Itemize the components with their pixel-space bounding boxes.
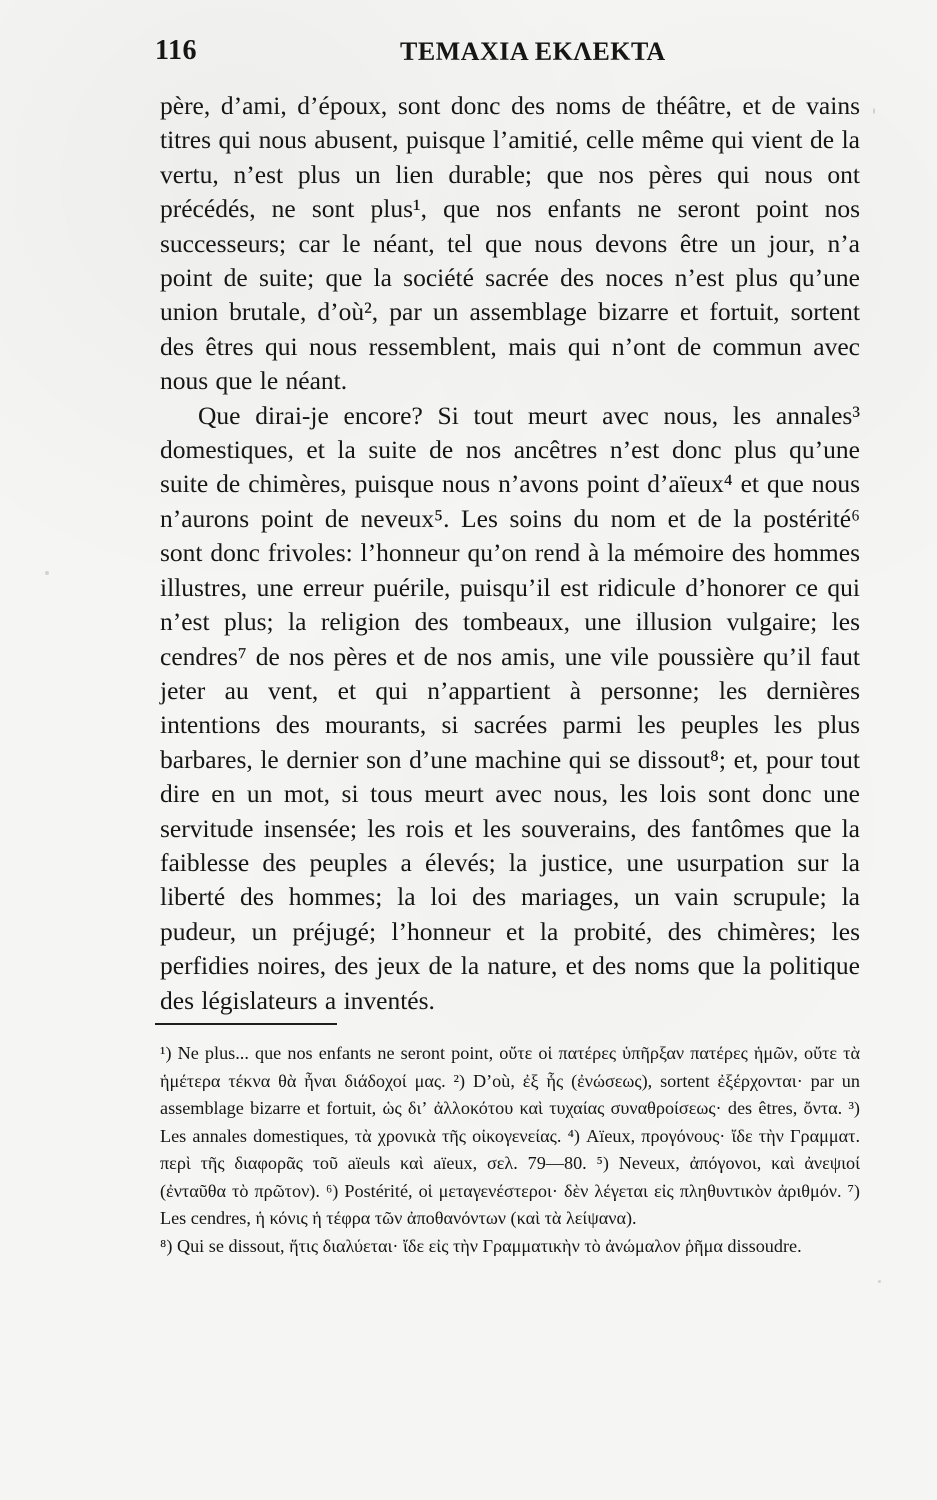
footnotes [160, 1040, 860, 1260]
footnote-block-1: ¹) Ne plus... que nos enfants ne seront point, οὔτε οἱ πατέρες ὑπῆρξαν πατέρες ἡμῶν, οὔτε τὰ ἡμέτερα τέκνα θὰ ἦναι διάδοχοί μας. ²) D’où, ἐξ ἧς (ἐνώσεως), sortent ἐξέρχονται· par un assemblage bizarre et fortuit, ὡς διʼ ἀλλοκότου καὶ τυχαίας συναθροίσεως· des êtres, ὄντα. ³) Les annales domestiques, τὰ χρονικὰ τῆς οἰκογενείας. ⁴) Aïeux, προγόνους· ἴδε τὴν Γραμματ. περὶ τῆς διαφορᾶς τοῦ aïeuls καὶ aïeux, σελ. 79—80. ⁵) Neveux, ἀπόγονοι, καὶ ἀνεψιοί (ἐνταῦθα τὸ πρῶτον). ⁶) Postérité, οἱ μεταγενέστεροι· δὲν λέγεται εἰς πληθυντικὸν ἀριθμόν. ⁷) Les cendres, ἡ κόνις ἡ τέφρα τῶν ἀποθανόντων (καὶ τὰ λείψανα). [160, 1043, 860, 1228]
paragraph-2: Que dirai-je encore? Si tout meurt avec nous, les annales³ domestiques, et la suite de nos ancêtres n’est donc plus qu’une suite de chimères, puisque nous n’avons point d’aïeux⁴ et que nous n’aurons point de neveux⁵. Les soins du nom et de la postérité⁶ sont donc frivoles: l’honneur qu’on rend à la mémoire des hommes illustres, une erreur puérile, puisqu’il est ridicule d’honorer ce qui n’est plus; la religion des tombeaux, une illusion vulgaire; les cendres⁷ de nos pères et de nos amis, une vile poussière qu’il faut jeter au vent, et qui n’appartient à personne; les dernières intentions des mourants, si sacrées parmi les peuples les plus barbares, le dernier son d’une machine qui se dissout⁸; et, pour tout dire en un mot, si tous meurt avec nous, les lois sont donc une servitude insensée; les rois et les souverains, des fantômes que la faiblesse des peuples a élevés; la justice, une usurpation sur la liberté des hommes; la loi des mariages, un vain scrupule; la pudeur, un préjugé; l’honneur et la probité, des chimères; les perfidies noires, des jeux de la nature, et des noms que la politique des législateurs a inventés. [160, 400, 860, 1015]
paragraph-1: père, d’ami, d’époux, sont donc des noms de théâtre, et de vains titres qui nous abusent, puisque l’amitié, celle même qui vient de la vertu, n’est plus un lien durable; que nos pères qui nous ont précédés, ne sont plus¹, que nos enfants ne seront point nos successeurs; car le néant, tel que nous devons être un jour, n’a point de suite; que la société sacrée des noces n’est plus qu’une union brutale, d’où², par un assemblage bizarre et fortuit, sortent des êtres qui nous ressemblent, mais qui n’ont de commun avec nous que le néant. [160, 91, 860, 396]
page-header [155, 35, 862, 69]
paper-speck [873, 108, 875, 114]
footnote-separator [155, 1023, 337, 1025]
footnote-block-2: ⁸) Qui se dissout, ἥτις διαλύεται· ἴδε εἰς τὴν Γραμματικὴν τὸ ἀνώμαλον ῥῆμα dissoudre. [160, 1235, 802, 1256]
main-text [160, 89, 860, 1018]
paper-speck [878, 1280, 881, 1283]
page-number: 116 [155, 35, 197, 66]
paper-speck [45, 571, 49, 575]
running-title: ΤΕΜΑΧΙΑ ΕΚΛΕΚΤΑ [400, 37, 666, 66]
